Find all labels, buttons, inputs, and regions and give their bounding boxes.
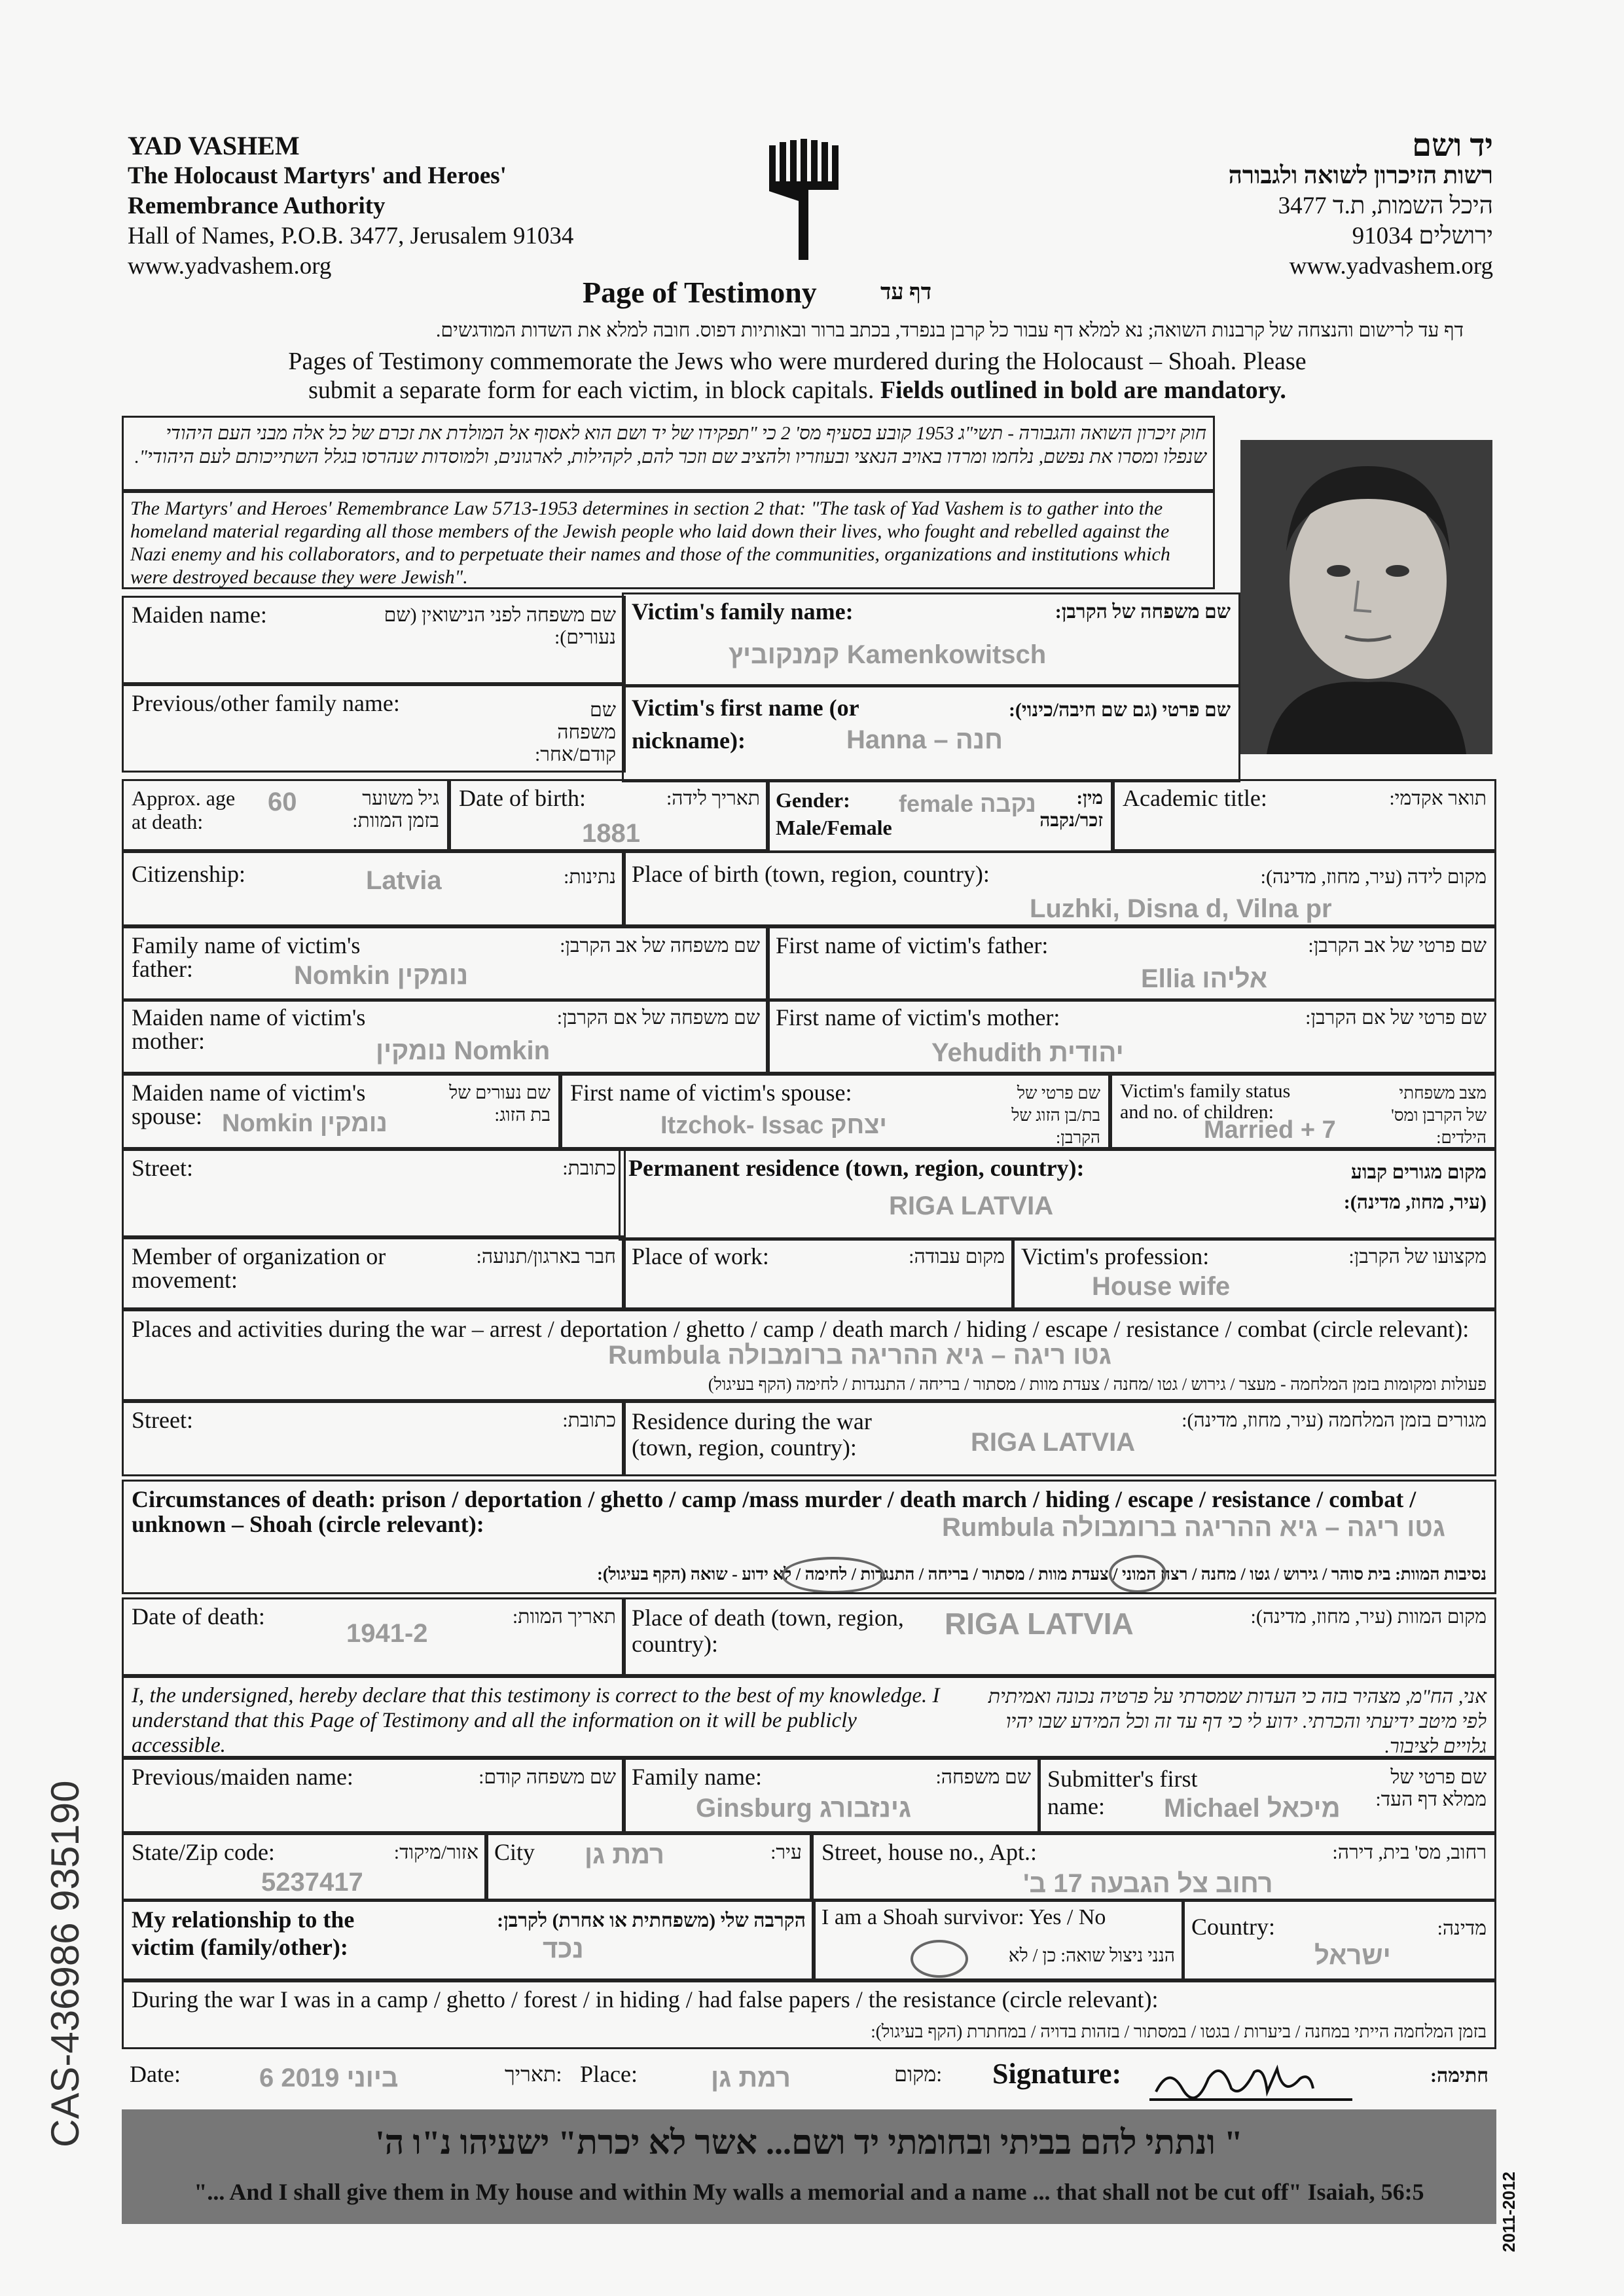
place-label-en: Place: bbox=[580, 2061, 638, 2087]
field-street[interactable] bbox=[122, 1149, 626, 1237]
dob-label-en: Date of birth: bbox=[459, 785, 586, 811]
prev-family-label-he: שם משפחה קודם/אחר: bbox=[534, 699, 616, 765]
circled-ghetto bbox=[1109, 1555, 1166, 1593]
perm-res-label-en: Permanent residence (town, region, country): bbox=[628, 1155, 1085, 1181]
family-label-he: שם משפחה של הקרבן: bbox=[1055, 601, 1231, 623]
gender-label-en: Gender: Male/Female bbox=[776, 788, 892, 839]
family-status-value: Married + 7 bbox=[1204, 1116, 1336, 1144]
sub-city-value: רמת גן bbox=[585, 1840, 664, 1869]
street2-label-he: כתובת: bbox=[562, 1410, 616, 1431]
intro-en-line2: submit a separate form for each victim, in block capitals. bbox=[308, 376, 875, 404]
citizenship-value: Latvia bbox=[366, 866, 442, 895]
spouse-first-value: Itzchok- Issac יצחק bbox=[660, 1112, 887, 1139]
relationship-label-he: הקרבה שלי (משפחתית או אחרת) לקרבן: bbox=[497, 1910, 806, 1931]
member-org-label-he: חבר בארגון/תנועה: bbox=[476, 1246, 616, 1267]
footer-quote-en: "... And I shall give them in My house and within My walls a memorial and a name ... that shall not be cut off" Isaiah, 56:5 bbox=[194, 2179, 1424, 2205]
survivor-label-en: I am a Shoah survivor: Yes / No bbox=[821, 1905, 1106, 1929]
mother-maiden-value: נומקין Nomkin bbox=[376, 1036, 550, 1065]
maiden-label-he: שם משפחה לפני הנישואין (שם נעורים): bbox=[384, 604, 616, 648]
places-war-label-he: פעולות ומקומות בזמן המלחמה - מעצר / גירוש / גטו /מחנה / צעדת מוות / מסתור / בריחה / התנגדות / לחימה (הקף בעיגול) bbox=[708, 1375, 1487, 1394]
dob-value: 1881 bbox=[582, 819, 640, 848]
res-war-label-en: Residence during the war (town, region, country): bbox=[632, 1408, 872, 1461]
spouse-maiden-label-he: שם נעורים של בת הזוג: bbox=[449, 1083, 550, 1125]
perm-res-value: RIGA LATVIA bbox=[889, 1192, 1054, 1220]
circumstances-label-en: Circumstances of death: prison / deportation / ghetto / camp /mass murder / death march / hiding / escape / resistance / combat / unknown – Shoah (circle relevant): bbox=[132, 1486, 1416, 1537]
relationship-label-en: My relationship to the victim (family/other): bbox=[132, 1906, 355, 1960]
academic-label-he: תואר אקדמי: bbox=[1389, 788, 1487, 809]
field-survivor[interactable] bbox=[812, 1899, 1185, 1980]
org-line1-he: רשות הזיכרון לשואה ולגבורה bbox=[1228, 162, 1493, 189]
declaration-he: אני, הח"מ, מצהיר בזה כי העדות שמסרתי על פרטיה נכונה ואמיתית לפי מיטב ידיעתי והכרתי. ידוע לי כי דף עד זה וכל המידע שבו יהיו גלויים לציבור. bbox=[988, 1686, 1487, 1757]
first-value: חנה – Hanna bbox=[846, 725, 1003, 754]
gender-label-he: מין: זכר/נקבה bbox=[1039, 788, 1103, 831]
gender-value: female נקבה bbox=[899, 790, 1036, 817]
field-places-during-war[interactable] bbox=[122, 1309, 1496, 1401]
prev-family-label-en: Previous/other family name: bbox=[132, 690, 400, 716]
field-place-of-birth[interactable] bbox=[622, 851, 1496, 926]
field-date-of-death[interactable] bbox=[122, 1597, 626, 1676]
place-label-he: מקום: bbox=[894, 2062, 943, 2086]
res-war-value: RIGA LATVIA bbox=[971, 1428, 1136, 1457]
pod-value: RIGA LATVIA bbox=[945, 1607, 1134, 1641]
father-family-label-en: Family name of victim's father: bbox=[132, 932, 361, 982]
father-first-label-he: שם פרטי של אב הקרבן: bbox=[1308, 935, 1487, 957]
form-title-en: Page of Testimony bbox=[583, 276, 817, 309]
maiden-label-en: Maiden name: bbox=[132, 602, 267, 628]
field-submitter-street[interactable] bbox=[812, 1833, 1496, 1902]
work-label-en: Place of work: bbox=[632, 1243, 769, 1269]
field-father-first-name[interactable] bbox=[766, 926, 1496, 1002]
field-spouse-maiden-name[interactable] bbox=[122, 1074, 560, 1149]
sub-city-label-en: City bbox=[494, 1839, 535, 1865]
field-street-wartime[interactable] bbox=[122, 1401, 626, 1476]
field-residence-during-war[interactable] bbox=[622, 1401, 1496, 1476]
circled-no bbox=[911, 1940, 968, 1978]
age-label-en: Approx. age at death: bbox=[132, 786, 236, 833]
profession-label-he: מקצועו של הקרבן: bbox=[1348, 1246, 1487, 1267]
family-label-en: Victim's family name: bbox=[632, 598, 854, 625]
field-profession[interactable] bbox=[1011, 1237, 1496, 1309]
field-spouse-first-name[interactable] bbox=[560, 1074, 1110, 1149]
org-name-en: YAD VASHEM bbox=[128, 131, 300, 160]
places-war-value: גטו ריגה – גיא ההריגה ברומבולה Rumbula bbox=[608, 1341, 1111, 1370]
father-first-label-en: First name of victim's father: bbox=[776, 932, 1049, 958]
sub-first-label-en: Submitter's first name: bbox=[1047, 1766, 1198, 1819]
sub-street-label-he: רחוב, מס' בית, דירה: bbox=[1332, 1842, 1487, 1863]
sub-first-label-he: שם פרטי של ממלא דף העד: bbox=[1375, 1766, 1487, 1810]
intro-en-mandatory: Fields outlined in bold are mandatory. bbox=[880, 376, 1286, 404]
law-text-he: חוק זיכרון השואה והגבורה - תשי"ג 1953 קובע בסעיף מס' 2 כי "תפקידו של יד ושם הוא לאסוף אל המולדת את זכרם של כל אלה מבני העם היהודי שנפלו ומסרו את נפשם, נלחמו ומרדו באויב הנאצי ובעוזריו ולהציב שם וזכר להם, לקהילות, לארגונים, ולמוסדות שנהרסו בגלל השתייכותם לעם היהודי". bbox=[122, 416, 1215, 491]
first-label-he: שם פרטי (גם שם חיבה/כינוי): bbox=[1008, 699, 1231, 721]
field-member-organization[interactable] bbox=[122, 1237, 626, 1309]
field-submitter-zip[interactable] bbox=[122, 1833, 488, 1902]
family-status-label-en: Victim's family status and no. of children: bbox=[1120, 1080, 1291, 1123]
footer-banner bbox=[122, 2109, 1496, 2224]
org-address-en: Hall of Names, P.O.B. 3477, Jerusalem 91034 bbox=[128, 223, 574, 249]
sub-zip-label-he: אזור/מיקוד: bbox=[393, 1842, 478, 1863]
sub-family-label-he: שם משפחה: bbox=[935, 1766, 1031, 1788]
dod-label-en: Date of death: bbox=[132, 1603, 265, 1630]
places-war-label-en: Places and activities during the war – arrest / deportation / ghetto / camp / death march / hiding / escape / resistance / combat (circle relevant): bbox=[132, 1316, 1470, 1342]
date-value: 6 ביוני 2019 bbox=[259, 2064, 399, 2092]
field-family-name[interactable] bbox=[622, 592, 1240, 687]
work-label-he: מקום עבודה: bbox=[909, 1246, 1005, 1267]
mother-first-label-en: First name of victim's mother: bbox=[776, 1004, 1060, 1030]
victim-photo bbox=[1240, 440, 1492, 754]
mother-first-label-he: שם פרטי של אם הקרבן: bbox=[1305, 1007, 1487, 1029]
org-line2-en: Remembrance Authority bbox=[128, 192, 386, 219]
intro-en bbox=[131, 347, 1464, 405]
profession-value: House wife bbox=[1092, 1272, 1231, 1301]
country-label-en: Country: bbox=[1191, 1914, 1276, 1940]
intro-he: דף עד לרישום והנצחה של קרבנות השואה; נא למלא דף עבור כל קרבן בנפרד, בכתב ברור ובאותיות דפוס. חובה למלא את השדות המודגשים. bbox=[435, 319, 1464, 341]
first-label-en: Victim's first name (or nickname): bbox=[632, 695, 859, 754]
sub-prev-maiden-label-he: שם משפחה קודם: bbox=[478, 1766, 616, 1788]
field-place-of-death[interactable] bbox=[622, 1597, 1496, 1676]
org-name-he: יד ושם bbox=[1412, 128, 1493, 163]
field-during-war-submitter[interactable] bbox=[122, 1980, 1496, 2049]
sub-street-label-en: Street, house no., Apt.: bbox=[821, 1839, 1037, 1865]
sub-first-value: Michael מיכאל bbox=[1164, 1794, 1341, 1823]
street-label-he: כתובת: bbox=[562, 1157, 616, 1179]
field-previous-family-name[interactable] bbox=[122, 684, 626, 773]
profession-label-en: Victim's profession: bbox=[1021, 1243, 1210, 1269]
field-mother-first-name[interactable] bbox=[766, 998, 1496, 1074]
signature-row bbox=[122, 2049, 1496, 2111]
org-line3-he: ירושלים 91034 bbox=[1352, 223, 1493, 249]
spouse-maiden-label-en: Maiden name of victim's spouse: bbox=[132, 1080, 366, 1129]
field-citizenship[interactable] bbox=[122, 851, 626, 926]
field-maiden-name[interactable] bbox=[122, 596, 626, 684]
pod-label-he: מקום המוות (עיר, מחוז, מדינה): bbox=[1250, 1606, 1487, 1628]
street2-label-en: Street: bbox=[132, 1407, 193, 1433]
field-country[interactable] bbox=[1182, 1899, 1496, 1980]
place-value: רמת גן bbox=[711, 2064, 791, 2092]
res-war-label-he: מגורים בזמן המלחמה (עיר, מחוז, מדינה): bbox=[1182, 1410, 1487, 1431]
signature-image bbox=[1143, 2052, 1359, 2108]
dob-label-he: תאריך לידה: bbox=[666, 788, 760, 809]
age-label-he: גיל משוער בזמן המוות: bbox=[352, 788, 439, 831]
mother-maiden-label-en: Maiden name of victim's mother: bbox=[132, 1004, 366, 1054]
survivor-label-he: הנני ניצול שואה: כן / לא bbox=[1008, 1946, 1175, 1966]
sub-family-label-en: Family name: bbox=[632, 1764, 762, 1790]
field-academic-title[interactable] bbox=[1113, 779, 1496, 851]
field-place-of-work[interactable] bbox=[622, 1237, 1015, 1309]
field-submitter-prev-maiden[interactable] bbox=[122, 1758, 626, 1833]
field-circumstances-of-death[interactable] bbox=[122, 1480, 1496, 1594]
form-code: 2011-2012 bbox=[1499, 2172, 1519, 2252]
field-first-name[interactable] bbox=[622, 684, 1240, 782]
country-value: ישראל bbox=[1314, 1941, 1391, 1970]
header-en bbox=[128, 131, 573, 282]
field-gender[interactable] bbox=[766, 779, 1113, 852]
age-value: 60 bbox=[268, 788, 297, 816]
citizenship-label-en: Citizenship: bbox=[132, 861, 245, 887]
circumstances-value: גטו ריגה – גיא ההריגה ברומבולה Rumbula bbox=[942, 1513, 1445, 1542]
member-org-label-en: Member of organization or movement: bbox=[132, 1243, 386, 1293]
declaration-en: I, the undersigned, hereby declare that this testimony is correct to the best of my knowledge. I understand that this Page of Testimony and all the information on it will be publicly accessible. bbox=[132, 1684, 940, 1757]
law-text-en: The Martyrs' and Heroes' Remembrance Law 5713-1953 determines in section 2 that: "The task of Yad Vashem is to gather into the homeland material regarding all those members of the Jewish people who laid down their lives, who fought and rebelled against the Nazi enemy and his collaborators, and to perpetuate their names and those of the communities, organizations and institutions which were destroyed because they were Jewish". bbox=[122, 491, 1215, 589]
family-status-label-he: מצב משפחתי של הקרבן ומס' הילדים: bbox=[1391, 1084, 1487, 1147]
spouse-maiden-value: Nomkin נומקין bbox=[222, 1110, 388, 1137]
father-family-label-he: שם משפחה של אב הקרבן: bbox=[560, 935, 760, 957]
country-label-he: מדינה: bbox=[1437, 1918, 1487, 1939]
circled-death-march bbox=[782, 1557, 885, 1594]
sub-street-value: רחוב צל הגבעה 17 ב' bbox=[1023, 1869, 1273, 1898]
citizenship-label-he: נתינות: bbox=[564, 866, 616, 888]
sub-city-label-he: עיר: bbox=[770, 1842, 802, 1863]
pob-label-he: מקום לידה (עיר, מחוז, מדינה): bbox=[1260, 866, 1487, 888]
father-family-value: Nomkin נומקין bbox=[294, 961, 469, 990]
declaration bbox=[122, 1676, 1496, 1758]
field-father-family-name[interactable] bbox=[122, 926, 770, 1002]
dod-label-he: תאריך המוות: bbox=[512, 1606, 616, 1628]
family-value: קמנקוביץ Kamenkowitsch bbox=[729, 640, 1047, 669]
header-he bbox=[1228, 128, 1493, 282]
side-handwritten-note: CAS-436986 935190 bbox=[43, 1780, 87, 2147]
pob-value: Luzhki, Disna d, Vilna pr bbox=[1030, 894, 1332, 923]
academic-label-en: Academic title: bbox=[1123, 785, 1267, 811]
spouse-first-label-en: First name of victim's spouse: bbox=[570, 1080, 852, 1106]
field-submitter-first-name[interactable] bbox=[1038, 1758, 1496, 1833]
street-label-en: Street: bbox=[132, 1155, 193, 1181]
yad-vashem-logo-icon bbox=[763, 139, 848, 263]
org-line1-en: The Holocaust Martyrs' and Heroes' bbox=[128, 162, 507, 189]
field-mother-maiden-name[interactable] bbox=[122, 998, 770, 1074]
signature-label-en: Signature: bbox=[992, 2058, 1122, 2090]
father-first-value: Ellia אליהו bbox=[1141, 964, 1268, 993]
intro-en-line1: Pages of Testimony commemorate the Jews who were murdered during the Holocaust – Shoah. Please bbox=[288, 348, 1307, 375]
field-age-at-death[interactable] bbox=[122, 779, 449, 851]
mother-first-value: Yehudith יהודית bbox=[931, 1038, 1124, 1067]
circumstances-label-he: נסיבות המוות: בית סוהר / גירוש / גטו / מחנה / רצח המוני / צעדת מוות / מסתור / בריחה / התנגדות / לחימה / לא ידוע - שואה (הקף בעיגול): bbox=[597, 1565, 1487, 1584]
form-title-he: דף עד bbox=[880, 280, 932, 304]
field-submitter-family-name[interactable] bbox=[622, 1758, 1041, 1833]
date-label-en: Date: bbox=[130, 2061, 181, 2087]
signature-label-he: חתימה: bbox=[1430, 2065, 1489, 2086]
field-date-of-birth[interactable] bbox=[449, 779, 770, 851]
footer-quote-he: " ונתתי להם בביתי ובחומתי יד ושם... אשר לא יכרת" ישעיהו נ"ו ה' bbox=[375, 2124, 1243, 2162]
field-relationship[interactable] bbox=[122, 1899, 816, 1980]
field-permanent-residence[interactable] bbox=[619, 1149, 1496, 1241]
org-url-he: www.yadvashem.org bbox=[1289, 253, 1493, 280]
pod-label-en: Place of death (town, region, country): bbox=[632, 1605, 904, 1657]
pob-label-en: Place of birth (town, region, country): bbox=[632, 861, 990, 887]
spouse-first-label-he: שם פרטי של בת/בן הזוג של הקרבן: bbox=[1011, 1084, 1100, 1147]
org-line2-he: היכל השמות, ת.ד 3477 bbox=[1278, 192, 1493, 219]
field-family-status[interactable] bbox=[1110, 1074, 1496, 1149]
dod-value: 1941-2 bbox=[346, 1619, 428, 1648]
sub-zip-label-en: State/Zip code: bbox=[132, 1839, 275, 1865]
during-war-label-he: בזמן המלחמה הייתי במחנה / ביערות / בגטו / במסתור / בזהות בדויה / במחתרת (הקף בעיגול): bbox=[871, 2022, 1487, 2041]
date-label-he: תאריך: bbox=[505, 2062, 562, 2086]
sub-prev-maiden-label-en: Previous/maiden name: bbox=[132, 1764, 353, 1790]
sub-family-value: Ginsburg גינזבורג bbox=[696, 1794, 912, 1823]
during-war-label-en: During the war I was in a camp / ghetto / forest / in hiding / had false papers / the resistance (circle relevant): bbox=[132, 1986, 1159, 2013]
sub-zip-value: 5237417 bbox=[261, 1868, 363, 1897]
perm-res-label-he: מקום מגורים קבוע (עיר, מחוז, מדינה): bbox=[1343, 1161, 1487, 1213]
relationship-value: נכד bbox=[543, 1935, 584, 1963]
field-submitter-city[interactable] bbox=[484, 1833, 812, 1902]
mother-maiden-label-he: שם משפחה של אם הקרבן: bbox=[556, 1007, 760, 1029]
org-url-en: www.yadvashem.org bbox=[128, 253, 332, 280]
